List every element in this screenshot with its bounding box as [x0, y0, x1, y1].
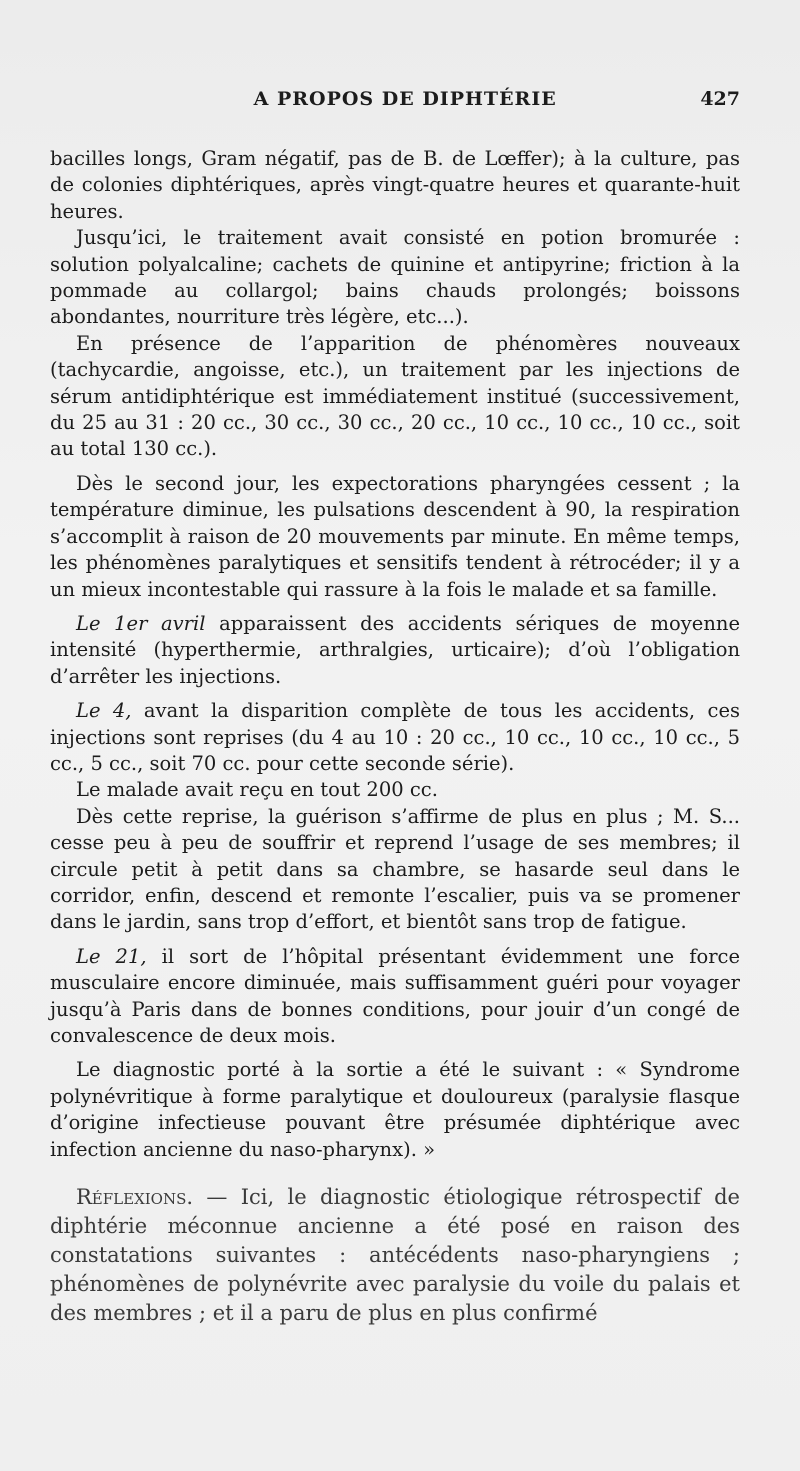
- date-lead-1-avril: Le 1er avril: [76, 611, 206, 635]
- paragraph-9: [50, 944, 740, 1050]
- date-lead-4: Le 4,: [76, 699, 132, 723]
- paragraph-3: En présence de l’apparition de phénomères nouveaux (tachycardie, angoisse, etc.), un traitement par les injections de sérum antidiphtérique est immédiatement institué (successivement, du 25 au 31 : 20 cc., 30 cc., 30 cc., 20 cc., 10 cc., 10 cc., 10 cc., soit au total 130 cc.).: [50, 331, 740, 461]
- paragraph-reflexions: [50, 1183, 740, 1328]
- paragraph-8: Dès cette reprise, la guérison s’affirme de plus en plus ; M. S... cesse peu à peu de souffrir et reprend l’usage de ses membres; il circule petit à petit dans sa chambre, se hasarde seul dans le corridor, enfin, descend et remonte l’escalier, puis va se promener dans le jardin, sans trop d’effort, et bientôt sans trop de fatigue.: [50, 804, 740, 934]
- paragraph-10: Le diagnostic porté à la sortie a été le suivant : « Syndrome polynévritique à forme paralytique et douloureux (paralysie flasque d’origine infectieuse pouvant être présumée diphtérique avec infection ancienne du naso-pharynx). »: [50, 1058, 740, 1161]
- page-number: 427: [700, 88, 740, 110]
- reflexions-heading: Réflexions.: [76, 1185, 194, 1210]
- paragraph-5: [50, 611, 740, 690]
- date-lead-21: Le 21,: [76, 944, 147, 968]
- paragraph-1: bacilles longs, Gram négatif, pas de B. de Lœffer); à la culture, pas de colonies diphtériques, après vingt-quatre heures et quarante-huit heures.: [50, 147, 740, 223]
- paragraph-5-text: apparaissent des accidents sériques de moyenne intensité (hyperthermie, arthralgies, urticaire); d’où l’obligation d’arrêter les injections.: [50, 611, 740, 688]
- body-text: [50, 146, 740, 1328]
- paragraph-4: Dès le second jour, les expectorations pharyngées cessent ; la température diminue, les pulsations descendent à 90, la respiration s’accomplit à raison de 20 mouvements par minute. En même temps, les phénomènes paralytiques et sensitifs tendent à rétrocéder; il y a un mieux incontestable qui rassure à la fois le malade et sa famille.: [50, 471, 740, 601]
- paragraph-6: [50, 698, 740, 777]
- paragraph-2: Jusqu’ici, le traitement avait consisté en potion bromurée : solution polyalcaline; cachets de quinine et antipyrine; friction à la pommade au collargol; bains chauds prolongés; boissons abondantes, nourriture très légère, etc...).: [50, 226, 740, 329]
- paragraph-7: Le malade avait reçu en tout 200 cc.: [76, 778, 438, 802]
- running-title: A PROPOS DE DIPHTÉRIE: [253, 88, 557, 110]
- paragraph-6-text: avant la disparition complète de tous les accidents, ces injections sont reprises (du 4 au 10 : 20 cc., 10 cc., 10 cc., 10 cc., 5 cc., 5 cc., soit 70 cc. pour cette seconde série).: [50, 699, 741, 775]
- reflexions-text: — Ici, le diagnostic étiologique rétrospectif de diphtérie méconnue ancienne a été posé en raison des constatations suivantes : antécédents naso-pharyngiens ; phénomènes de polynévrite avec paralysie du voile du palais et des membres ; et il a paru de plus en plus confirmé: [50, 1185, 740, 1326]
- paragraph-9-text: il sort de l’hôpital présentant évidemment une force musculaire encore diminuée, mais suffisamment guéri pour voyager jusqu’à Paris dans de bonnes conditions, pour jouir d’un congé de convalescence de deux mois.: [50, 944, 741, 1047]
- page-header: [50, 88, 740, 110]
